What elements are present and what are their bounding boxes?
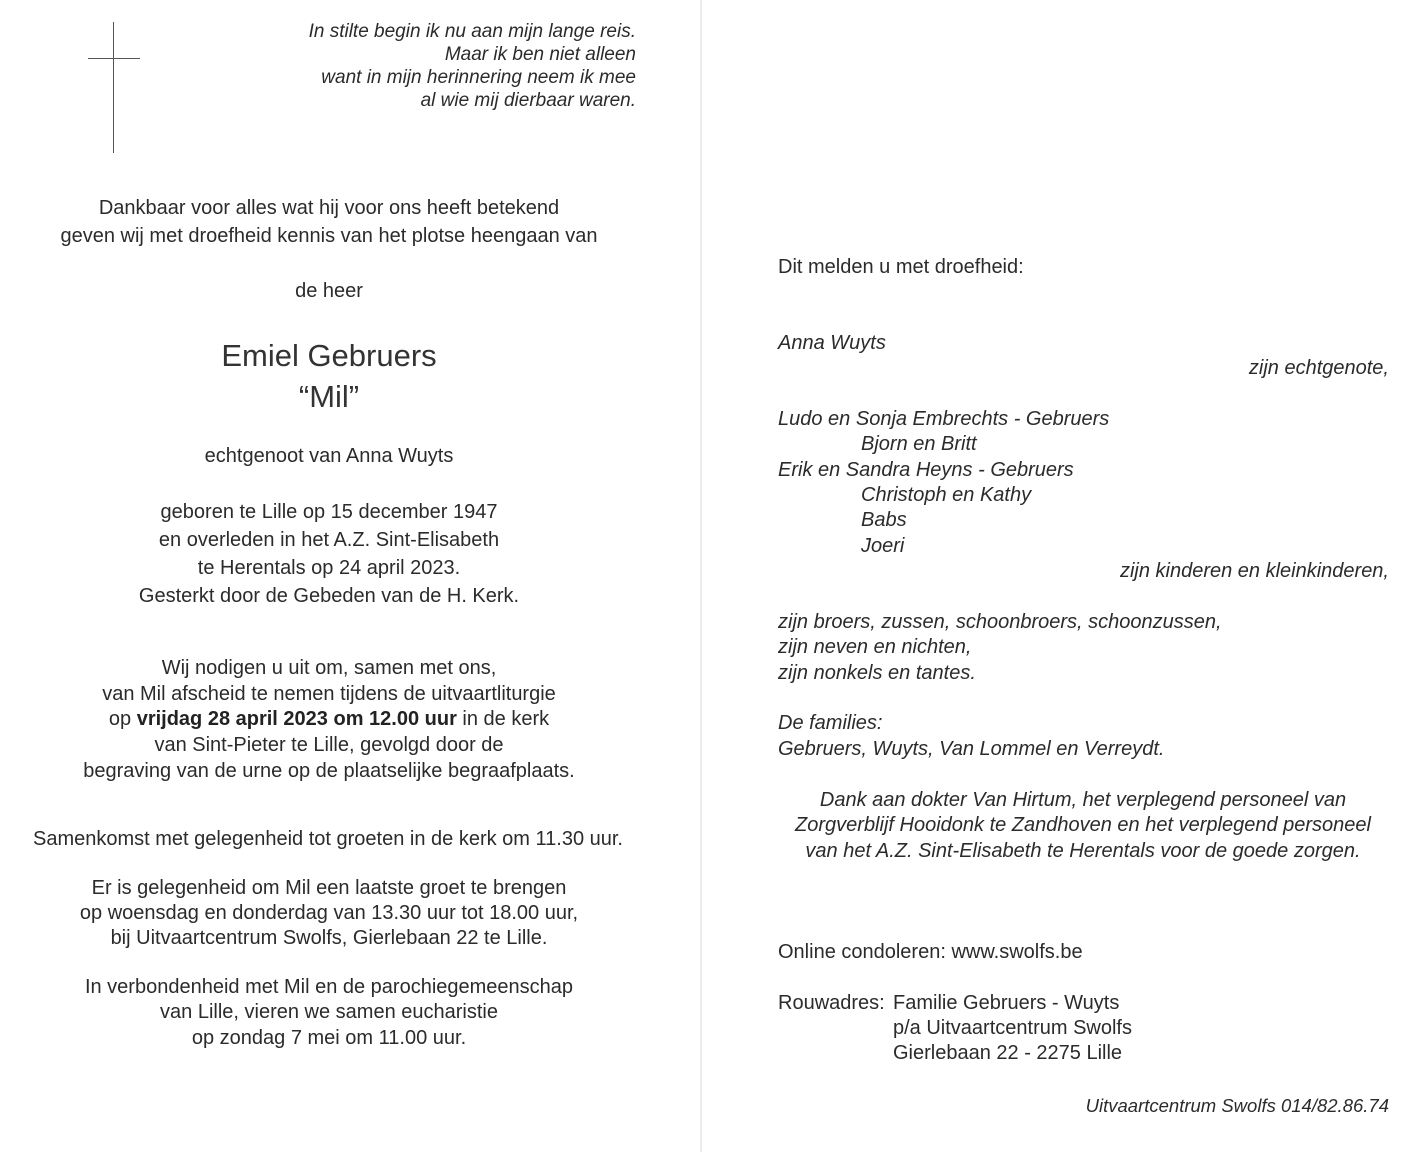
child-name: Erik en Sandra Heyns - Gebruers (778, 459, 1074, 481)
families-list: Gebruers, Wuyts, Van Lommel en Verreydt. (778, 738, 1165, 760)
invitation-line: Wij nodigen u uit om, samen met ons, (161, 657, 497, 679)
intro-line: Dankbaar voor alles wat hij voor ons heeft betekend (98, 197, 560, 219)
online-condolences: Online condoleren: www.swolfs.be (778, 941, 1083, 963)
birth-death-line: Gesterkt door de Gebeden van de H. Kerk. (138, 585, 520, 607)
grandchild-name: Christoph en Kathy (861, 484, 1032, 506)
mass-line: op zondag 7 mei om 11.00 uur. (191, 1027, 467, 1049)
relatives-line: zijn broers, zussen, schoonbroers, schoonzussen, (778, 611, 1222, 633)
thanks-line: van het A.Z. Sint-Elisabeth te Herentals voor de goede zorgen. (805, 840, 1361, 862)
spouse-name: Anna Wuyts (778, 332, 886, 354)
funeral-datetime: vrijdag 28 april 2023 om 12.00 uur (136, 708, 457, 730)
cross-icon (113, 22, 114, 153)
grandchild-name: Bjorn en Britt (861, 433, 977, 455)
children-relation: zijn kinderen en kleinkinderen, (1119, 560, 1389, 582)
poem-line: In stilte begin ik nu aan mijn lange reis. (308, 21, 636, 42)
mass-line: van Lille, vieren we samen eucharistie (160, 1001, 498, 1023)
invitation-line: van Sint-Pieter te Lille, gevolgd door de (154, 734, 504, 756)
thanks-line: Dank aan dokter Van Hirtum, het verplegend personeel van (819, 789, 1347, 811)
gathering-line: Samenkomst met gelegenheid tot groeten in de kerk om 11.30 uur. (33, 828, 623, 850)
right-page (702, 0, 1409, 1152)
spouse-relation: zijn echtgenote, (1248, 357, 1389, 379)
deceased-nickname: “Mil” (298, 379, 360, 414)
spouse-line: echtgenoot van Anna Wuyts (204, 445, 454, 467)
thanks-line: Zorgverblijf Hooidonk te Zandhoven en het verplegend personeel (795, 814, 1371, 836)
poem-line: al wie mij dierbaar waren. (420, 90, 636, 111)
invitation-line: begraving van de urne op de plaatselijke begraafplaats. (83, 760, 575, 782)
relatives-line: zijn nonkels en tantes. (778, 662, 976, 684)
birth-death-line: geboren te Lille op 15 december 1947 (160, 501, 498, 523)
invitation-line: van Mil afscheid te nemen tijdens de uitvaartliturgie (102, 683, 556, 705)
birth-death-line: te Herentals op 24 april 2023. (197, 557, 461, 579)
grandchild-name: Joeri (861, 535, 905, 557)
footer-contact: Uitvaartcentrum Swolfs 014/82.86.74 (1085, 1095, 1389, 1116)
invitation-pre: op (108, 708, 137, 730)
left-page (0, 0, 700, 1152)
address-label: Rouwadres: (778, 992, 885, 1014)
address-line: p/a Uitvaartcentrum Swolfs (893, 1017, 1132, 1039)
poem-line: want in mijn herinnering neem ik mee (321, 67, 636, 88)
intro-line: geven wij met droefheid kennis van het plotse heengaan van (60, 225, 598, 247)
cross-icon-bar (88, 58, 140, 59)
viewing-line: bij Uitvaartcentrum Swolfs, Gierlebaan 22 te Lille. (110, 927, 548, 949)
families-label: De families: (778, 712, 883, 734)
invitation-post: in de kerk (456, 708, 550, 730)
relatives-line: zijn neven en nichten, (778, 636, 972, 658)
honorific: de heer (295, 280, 363, 302)
invitation-date-line (109, 709, 549, 729)
grandchild-name: Babs (861, 509, 907, 531)
birth-death-line: en overleden in het A.Z. Sint-Elisabeth (158, 529, 500, 551)
viewing-line: Er is gelegenheid om Mil een laatste groet te brengen (91, 877, 567, 899)
address-line: Gierlebaan 22 - 2275 Lille (893, 1042, 1123, 1064)
deceased-name: Emiel Gebruers (221, 338, 437, 373)
mass-line: In verbondenheid met Mil en de parochiegemeenschap (84, 976, 574, 998)
viewing-line: op woensdag en donderdag van 13.30 uur tot 18.00 uur, (79, 902, 579, 924)
child-name: Ludo en Sonja Embrechts - Gebruers (778, 408, 1110, 430)
address-line: Familie Gebruers - Wuyts (893, 992, 1120, 1014)
announce-heading: Dit melden u met droefheid: (778, 256, 1024, 278)
poem-line: Maar ik ben niet alleen (444, 44, 636, 65)
